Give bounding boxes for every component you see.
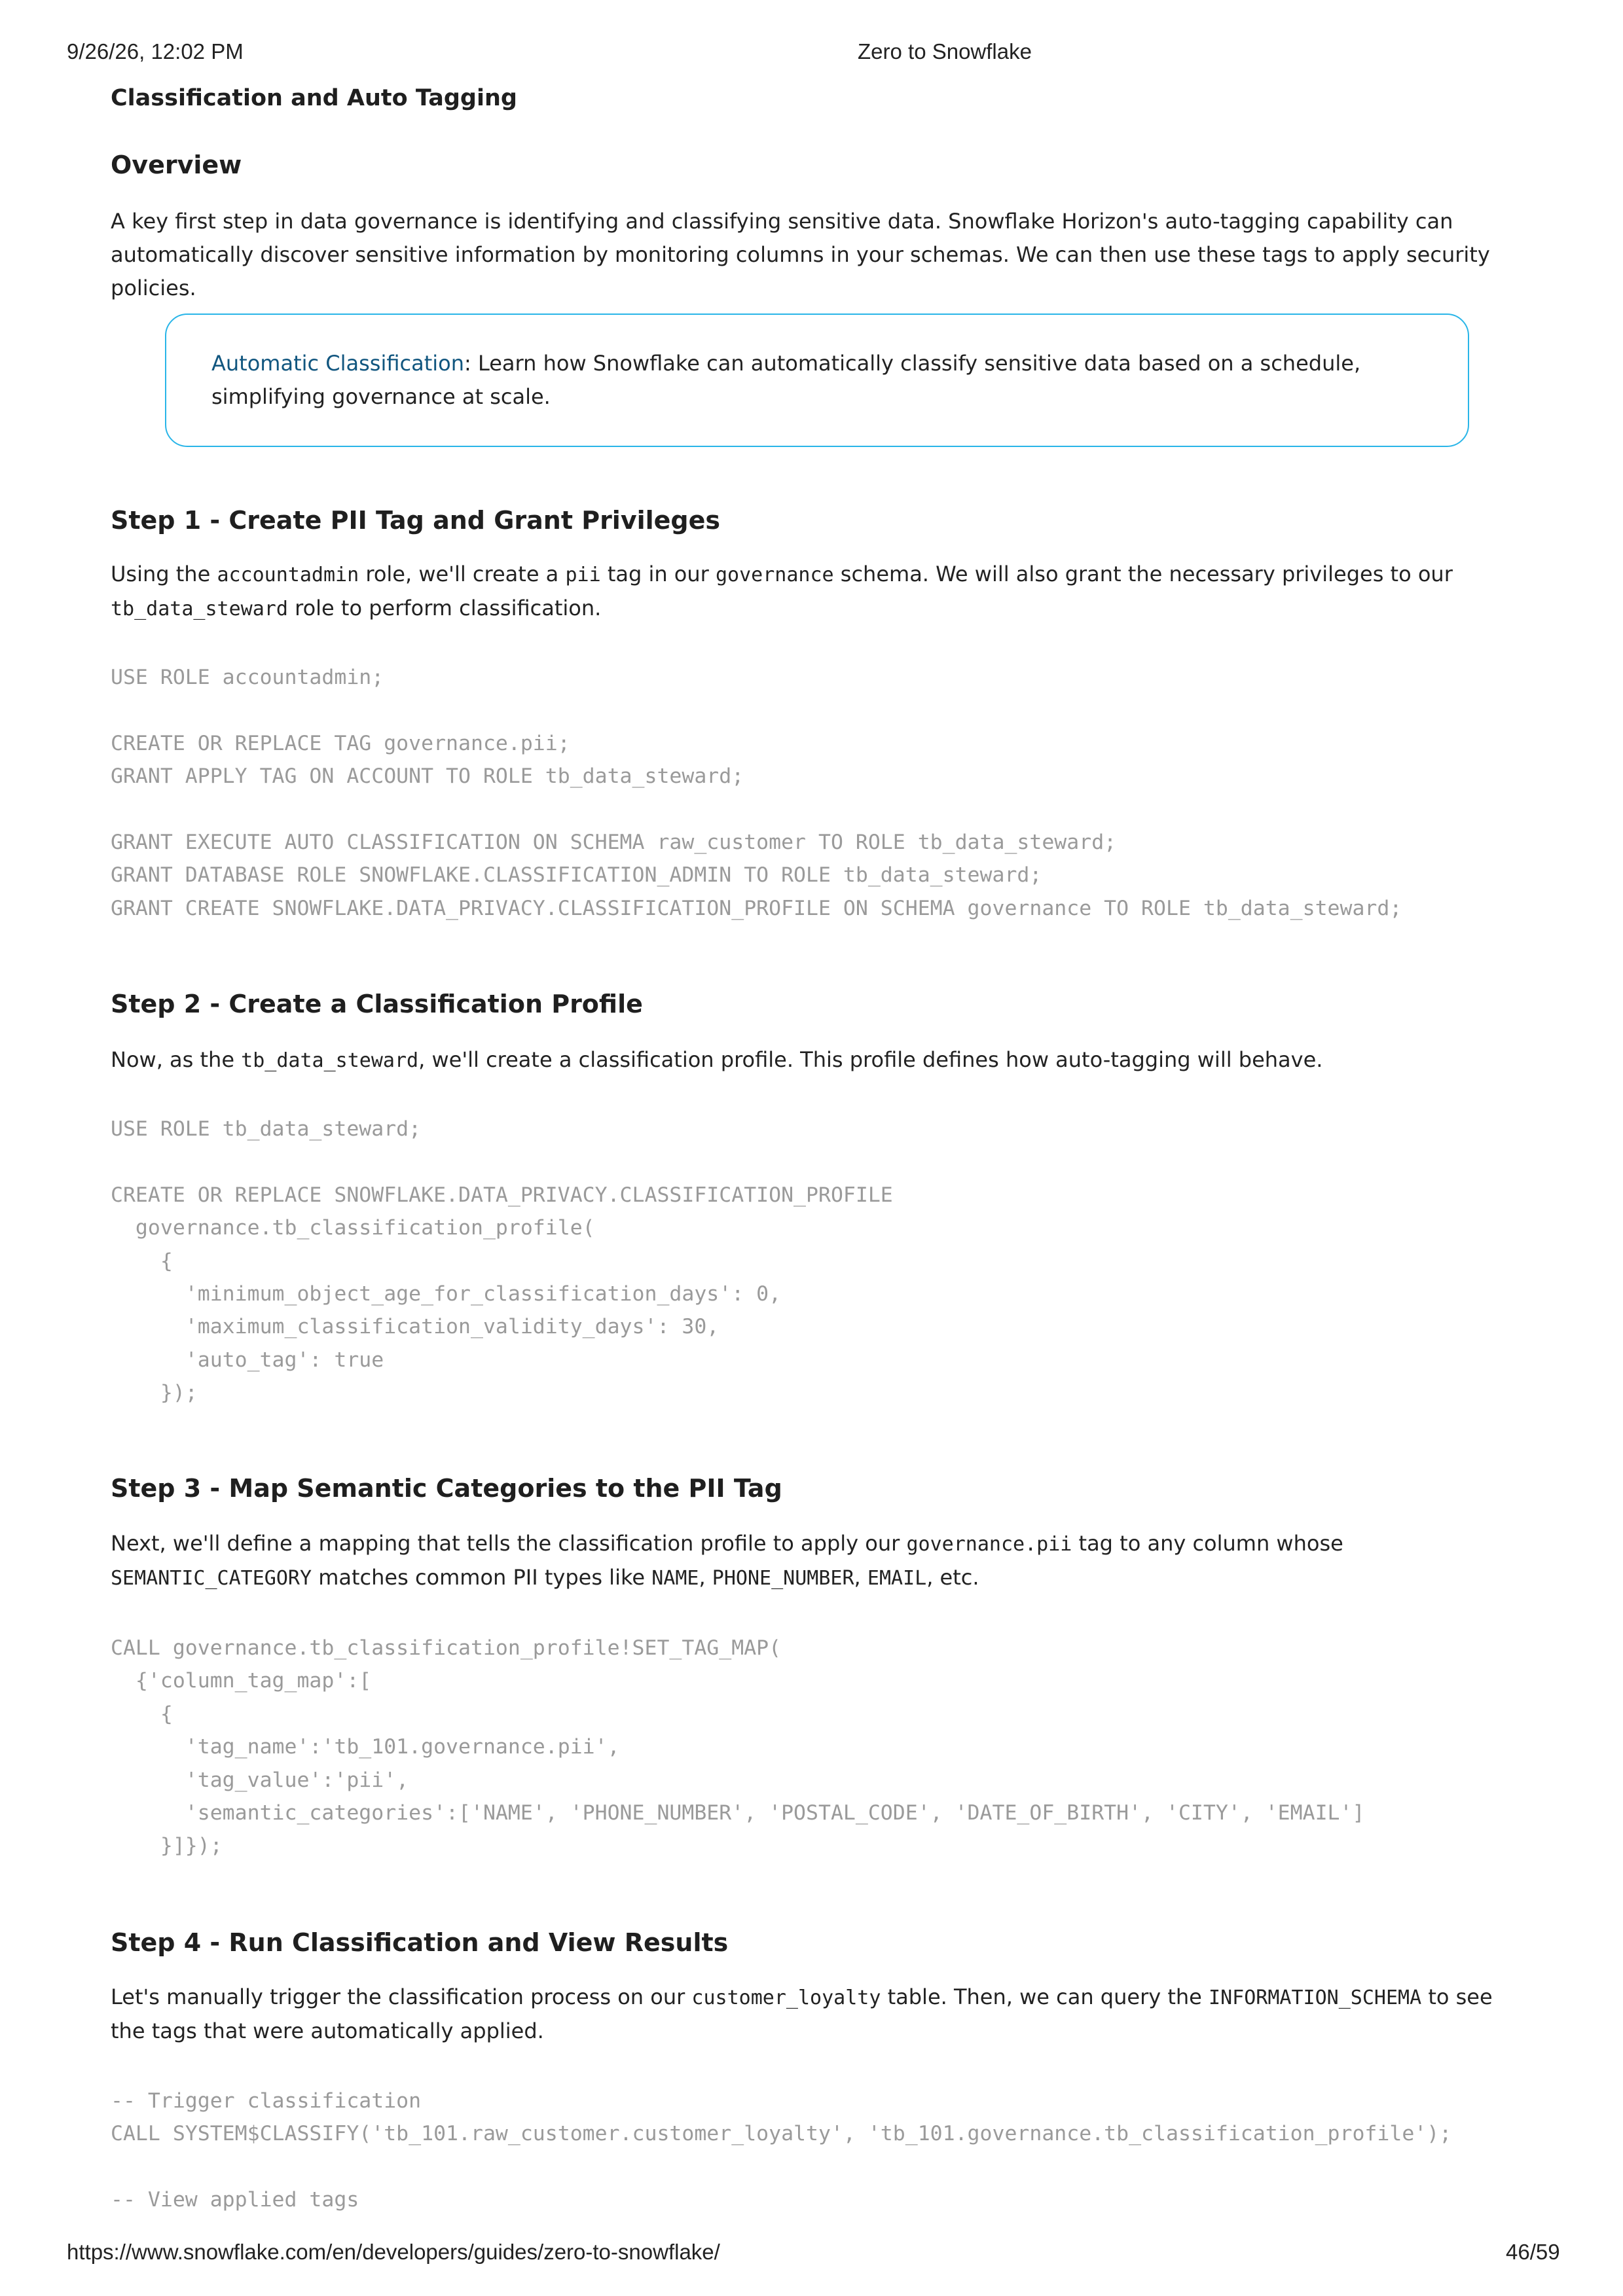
step3-text-3: matches common PII types like xyxy=(312,1565,652,1590)
overview-paragraph: A key first step in data governance is identifying and classifying sensitive data. Snowflake Horizon's auto-tagging capability can automatically discover sensitive information by monitoring columns in your schemas. We can then use these tags to apply security policies. xyxy=(111,209,1490,300)
step1-code-accountadmin: accountadmin xyxy=(217,564,359,586)
print-page-title: Zero to Snowflake xyxy=(858,39,1032,63)
step4-code-customer-loyalty: customer_loyalty xyxy=(691,1986,881,2009)
overview-heading: Overview xyxy=(111,151,242,179)
step2-paragraph xyxy=(111,1043,1505,1077)
step4-text-3: to see the tags that were automatically applied. xyxy=(111,1984,1493,2043)
step3-code-block[interactable]: CALL governance.tb_classification_profile!SET_TAG_MAP( {'column_tag_map':[ { 'tag_name':'tb_101.governance.pii', 'tag_value':'pii', 'semantic_categories':['NAME', 'PHONE_NUMBER', 'POSTAL_CODE', 'DATE_OF_BIRTH', 'CITY', 'EMAIL'] }]}); xyxy=(111,1636,1365,1858)
automatic-classification-link[interactable]: Automatic Classification xyxy=(211,351,465,376)
print-page-number: 46/59 xyxy=(1506,2240,1560,2264)
step2-text-1: Now, as the xyxy=(111,1047,242,1072)
step3-heading: Step 3 - Map Semantic Categories to the PII Tag xyxy=(111,1474,782,1503)
step3-paragraph xyxy=(111,1527,1505,1595)
step2-heading: Step 2 - Create a Classification Profile xyxy=(111,990,643,1018)
step1-code-pii: pii xyxy=(565,564,601,586)
step3-code-semantic-category: SEMANTIC_CATEGORY xyxy=(111,1567,312,1590)
step4-heading: Step 4 - Run Classification and View Results xyxy=(111,1928,729,1957)
step3-text-1: Next, we'll define a mapping that tells the classification profile to apply our xyxy=(111,1531,907,1556)
step4-paragraph xyxy=(111,1981,1505,2048)
step1-paragraph xyxy=(111,558,1505,626)
step1-heading: Step 1 - Create PII Tag and Grant Privileges xyxy=(111,506,721,535)
step3-text-4: , xyxy=(699,1565,712,1590)
step3-code-phone-number: PHONE_NUMBER xyxy=(712,1567,854,1590)
step3-code-email: EMAIL xyxy=(867,1567,927,1590)
step4-code-information-schema: INFORMATION_SCHEMA xyxy=(1209,1986,1422,2009)
step1-code-governance: governance xyxy=(715,564,834,586)
step3-code-name: NAME xyxy=(651,1567,699,1590)
step3-text-2: tag to any column whose xyxy=(1072,1531,1343,1556)
step1-text-1: Using the xyxy=(111,562,217,586)
step4-code-block[interactable]: -- Trigger classification CALL SYSTEM$CLASSIFY('tb_101.raw_customer.customer_loyalty', 'tb_101.governance.tb_classification_profile'); -- View applied tags xyxy=(111,2089,1452,2212)
callout-text xyxy=(211,347,1442,414)
step1-text-4: schema. We will also grant the necessary privileges to our xyxy=(833,562,1453,586)
print-url: https://www.snowflake.com/en/developers/guides/zero-to-snowflake/ xyxy=(67,2240,720,2264)
step3-code-governance-pii: governance.pii xyxy=(906,1533,1072,1556)
step3-text-5: , xyxy=(854,1565,867,1590)
callout-body: : Learn how Snowflake can automatically classify sensitive data based on a schedule, simplifying governance at scale. xyxy=(211,351,1361,409)
step1-text-5: role to perform classification. xyxy=(287,596,602,620)
print-datetime: 9/26/26, 12:02 PM xyxy=(67,39,244,63)
step1-text-3: tag in our xyxy=(600,562,716,586)
step1-code-data-steward: tb_data_steward xyxy=(111,598,288,620)
step1-code-block[interactable]: USE ROLE accountadmin; CREATE OR REPLACE TAG governance.pii; GRANT APPLY TAG ON ACCOUNT TO ROLE tb_data_steward; GRANT EXECUTE AUTO CLASSIFICATION ON SCHEMA raw_customer TO ROLE tb_data_steward; GRANT DATABASE ROLE SNOWFLAKE.CLASSIFICATION_ADMIN TO ROLE tb_data_steward; GRANT CREATE SNOWFLAKE.DATA_PRIVACY.CLASSIFICATION_PROFILE ON SCHEMA governance TO ROLE tb_data_steward; xyxy=(111,666,1402,920)
step2-code-block[interactable]: USE ROLE tb_data_steward; CREATE OR REPLACE SNOWFLAKE.DATA_PRIVACY.CLASSIFICATION_PROFILE governance.tb_classification_profile( { 'minimum_object_age_for_classification_days': 0, 'maximum_classification_validity_days': 30, 'auto_tag': true }); xyxy=(111,1117,893,1405)
step2-code-data-steward: tb_data_steward xyxy=(241,1049,419,1072)
step1-text-2: role, we'll create a xyxy=(359,562,566,586)
step2-text-2: , we'll create a classification profile. This profile defines how auto-tagging will behave. xyxy=(418,1047,1323,1072)
step4-text-2: table. Then, we can query the xyxy=(881,1984,1209,2009)
section-title: Classification and Auto Tagging xyxy=(111,85,517,111)
step4-text-1: Let's manually trigger the classification process on our xyxy=(111,1984,692,2009)
step3-text-6: , etc. xyxy=(926,1565,979,1590)
